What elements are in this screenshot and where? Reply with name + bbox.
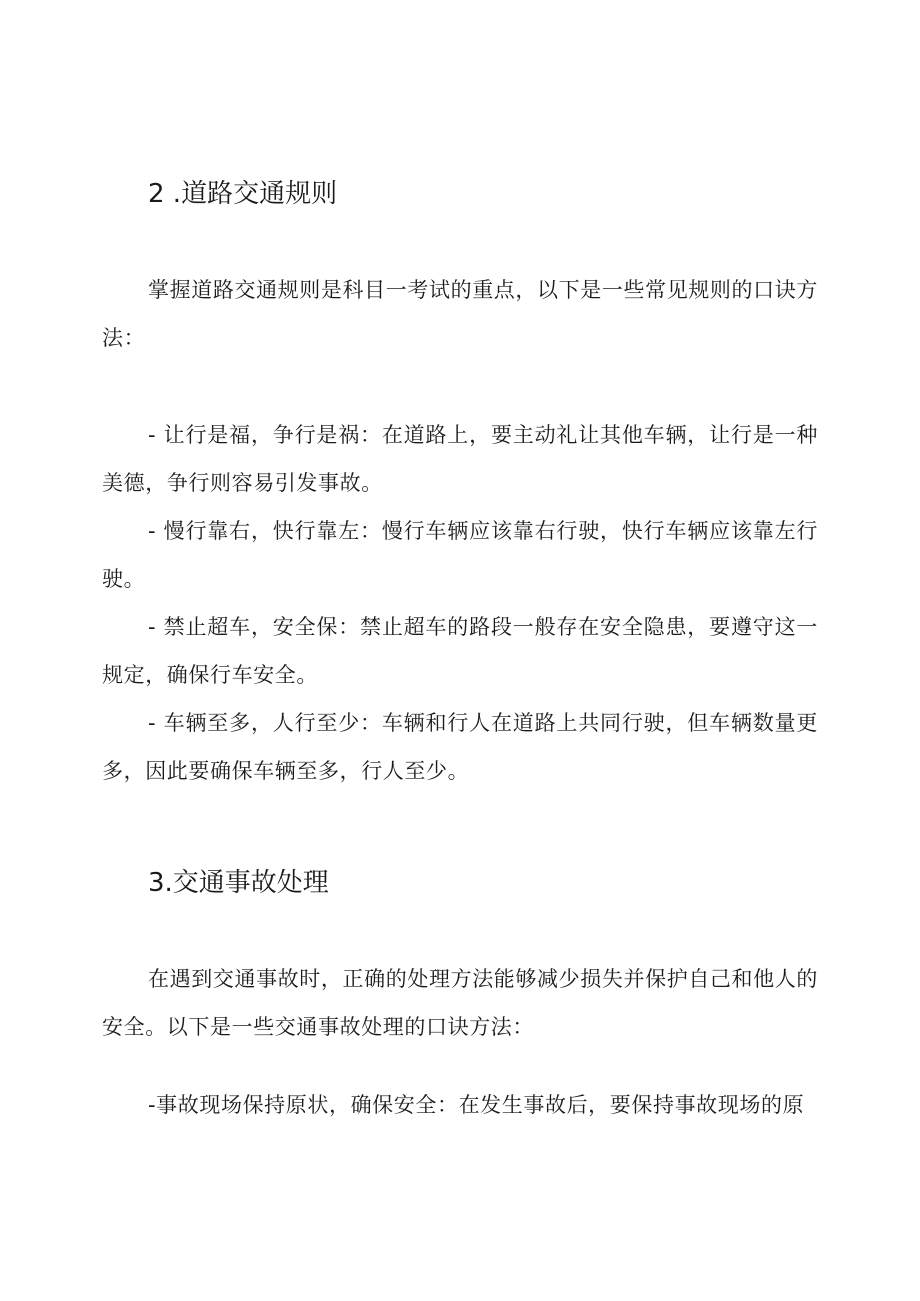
section-2-intro-paragraph: 掌握道路交通规则是科目一考试的重点，以下是一些常见规则的口诀方法： <box>102 278 818 350</box>
section-3-heading: 3.交通事故处理 <box>148 868 329 898</box>
accident-rule-item-keep-scene: -事故现场保持原状，确保安全：在发生事故后，要保持事故现场的原 <box>148 1093 805 1117</box>
rule-item-no-overtaking: - 禁止超车，安全保：禁止超车的路段一般存在安全隐患，要遵守这一规定，确保行车安全。 <box>102 615 818 687</box>
rule-item-yield: - 让行是福，争行是祸：在道路上，要主动礼让其他车辆，让行是一种美德，争行则容易引发事故。 <box>102 423 818 495</box>
rule-item-vehicles-pedestrians: - 车辆至多，人行至少：车辆和行人在道路上共同行驶，但车辆数量更多，因此要确保车辆至多，行人至少。 <box>102 711 818 783</box>
section-2-heading: 2 .道路交通规则 <box>148 179 338 209</box>
section-3-intro-paragraph: 在遇到交通事故时，正确的处理方法能够减少损失并保护自己和他人的安全。以下是一些交通事故处理的口诀方法： <box>102 967 818 1039</box>
rule-item-slow-right-fast-left: - 慢行靠右，快行靠左：慢行车辆应该靠右行驶，快行车辆应该靠左行驶。 <box>102 519 818 591</box>
